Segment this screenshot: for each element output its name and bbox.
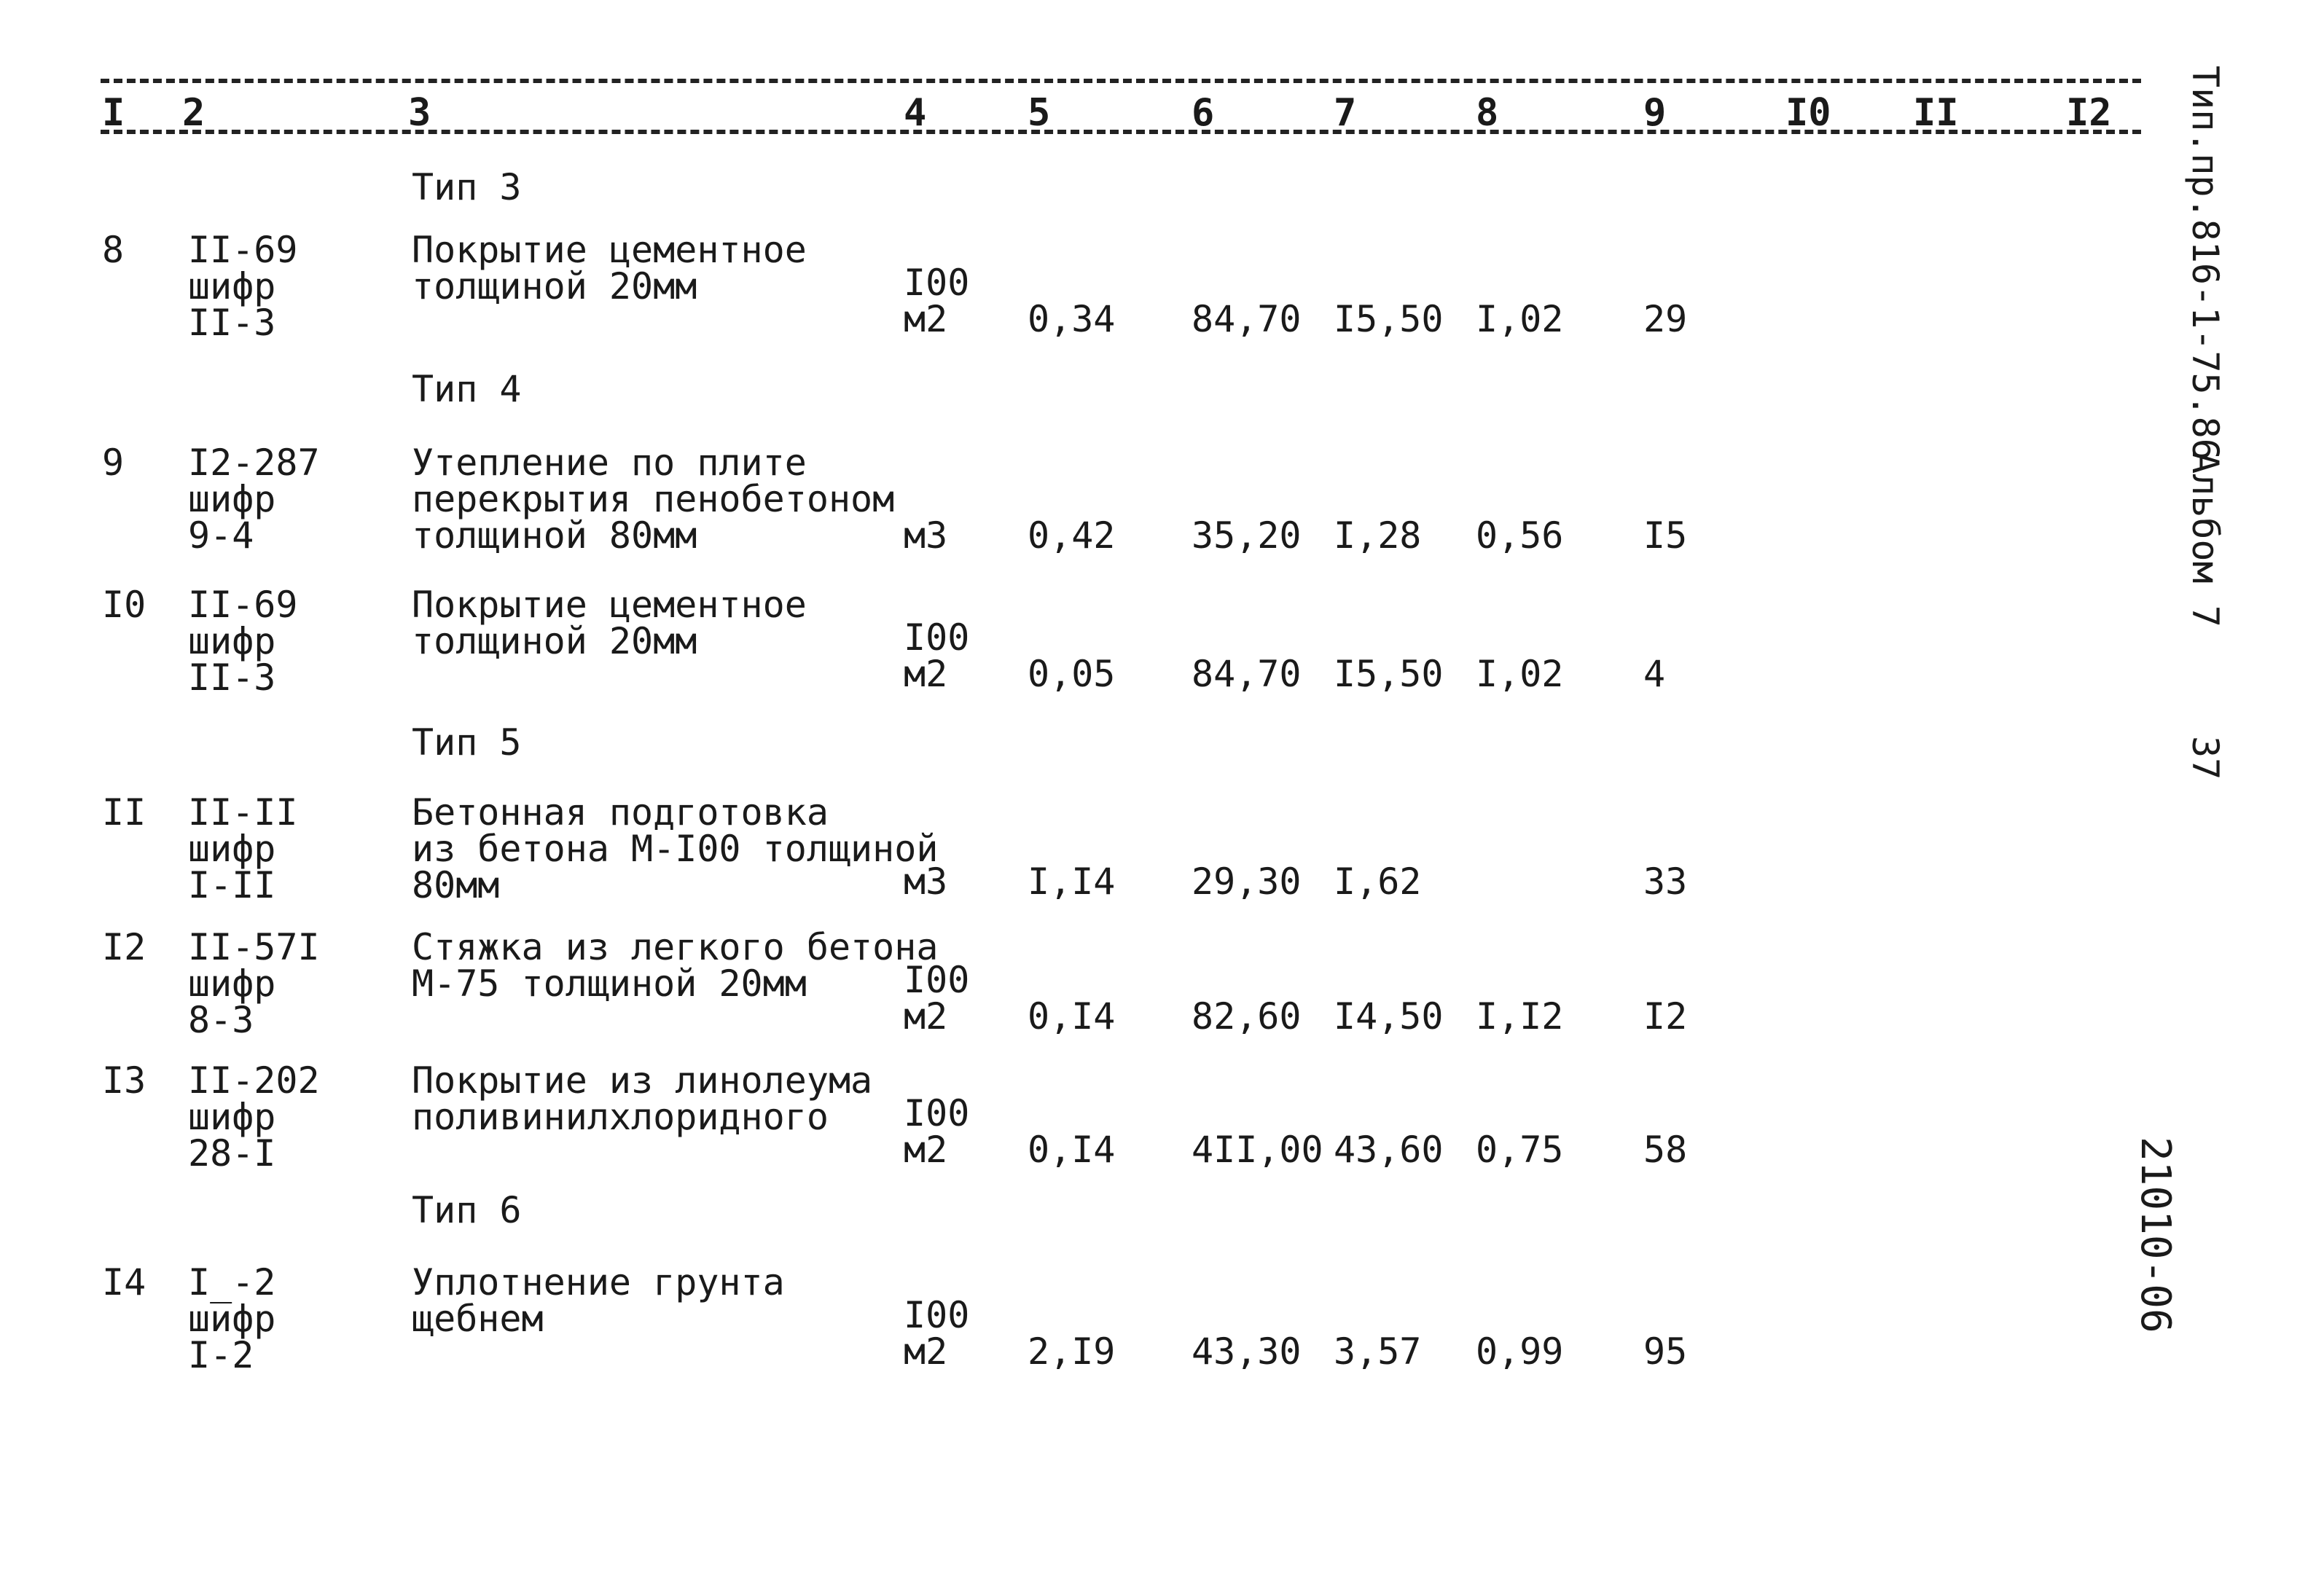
row-number: 9: [102, 442, 125, 484]
col-header-9: 9: [1643, 91, 1667, 135]
row-col9: 29: [1643, 298, 1688, 340]
row-unit: м3: [904, 514, 948, 557]
col-header-1: I: [102, 91, 125, 135]
row-number: I0: [102, 584, 146, 626]
row-code: II-57I шифр 8-3: [188, 926, 320, 1041]
row-number: I4: [102, 1261, 146, 1303]
col-header-12: I2: [2066, 91, 2112, 135]
row-code: II-II шифр I-II: [188, 791, 298, 906]
col-header-10: I0: [1785, 91, 1831, 135]
col-header-3: 3: [408, 91, 431, 135]
row-qty: 0,34: [1028, 298, 1116, 340]
col-header-6: 6: [1192, 91, 1215, 135]
row-col8: I,02: [1476, 653, 1564, 695]
row-unit: I00 м2: [904, 1092, 970, 1171]
row-name: Утепление по плите перекрытия пенобетоном толщиной 80мм: [412, 442, 895, 557]
row-col6: 84,70: [1192, 653, 1302, 695]
row-name: Покрытие цементное толщиной 20мм: [412, 229, 807, 307]
row-code: I2-287 шифр 9-4: [188, 442, 320, 557]
row-qty: I,I4: [1028, 860, 1116, 903]
row-col7: 3,57: [1334, 1330, 1422, 1373]
row-col9: I2: [1643, 995, 1688, 1038]
header-top-rule: [101, 79, 2141, 83]
type-3-title: Тип 3: [412, 166, 522, 208]
type-4-title: Тип 4: [412, 368, 522, 410]
row-col7: I,62: [1334, 860, 1422, 903]
row-qty: 0,05: [1028, 653, 1116, 695]
row-col7: I,28: [1334, 514, 1422, 557]
side-album: Альбом 7: [2184, 452, 2226, 627]
col-header-7: 7: [1334, 91, 1357, 135]
col-header-8: 8: [1476, 91, 1499, 135]
row-qty: 0,42: [1028, 514, 1116, 557]
row-qty: 0,I4: [1028, 995, 1116, 1038]
side-page-number: 37: [2184, 736, 2226, 780]
row-col9: 33: [1643, 860, 1688, 903]
row-col8: I,I2: [1476, 995, 1564, 1038]
row-col6: 43,30: [1192, 1330, 1302, 1373]
row-col9: 58: [1643, 1129, 1688, 1171]
row-col6: 4II,00: [1192, 1129, 1323, 1171]
row-unit: I00 м2: [904, 959, 970, 1038]
row-code: I_-2 шифр I-2: [188, 1261, 276, 1376]
row-number: I3: [102, 1059, 146, 1102]
row-col7: 43,60: [1334, 1129, 1444, 1171]
side-document-code: Тип.пр.816-1-75.86: [2184, 66, 2226, 460]
row-qty: 2,I9: [1028, 1330, 1116, 1373]
row-name: Покрытие из линолеума поливинилхлоридного: [412, 1059, 873, 1138]
row-col9: 4: [1643, 653, 1666, 695]
row-number: II: [102, 791, 146, 834]
row-unit: I00 м2: [904, 616, 970, 695]
header-bottom-rule: [101, 130, 2141, 134]
col-header-4: 4: [904, 91, 927, 135]
row-unit: I00 м2: [904, 1294, 970, 1373]
row-col8: 0,56: [1476, 514, 1564, 557]
row-unit: I00 м2: [904, 262, 970, 340]
row-name: Стяжка из легкого бетона М-75 толщиной 20мм: [412, 926, 939, 1005]
row-name: Покрытие цементное толщиной 20мм: [412, 584, 807, 662]
row-col6: 29,30: [1192, 860, 1302, 903]
row-col8: 0,75: [1476, 1129, 1564, 1171]
row-col8: 0,99: [1476, 1330, 1564, 1373]
row-number: 8: [102, 229, 125, 271]
type-5-title: Тип 5: [412, 721, 522, 764]
row-number: I2: [102, 926, 146, 968]
row-col9: I5: [1643, 514, 1688, 557]
row-col8: I,02: [1476, 298, 1564, 340]
row-col6: 35,20: [1192, 514, 1302, 557]
row-col7: I5,50: [1334, 653, 1444, 695]
row-code: II-69 шифр II-3: [188, 229, 298, 344]
side-inventory-number: 21010-06: [2132, 1137, 2179, 1333]
row-unit: м3: [904, 860, 948, 903]
row-qty: 0,I4: [1028, 1129, 1116, 1171]
row-col6: 82,60: [1192, 995, 1302, 1038]
row-name: Уплотнение грунта щебнем: [412, 1261, 785, 1340]
col-header-11: II: [1913, 91, 1959, 135]
row-code: II-202 шифр 28-I: [188, 1059, 320, 1175]
col-header-2: 2: [182, 91, 206, 135]
col-header-5: 5: [1028, 91, 1051, 135]
row-name: Бетонная подготовка из бетона М-I00 толщиной 80мм: [412, 791, 939, 906]
type-6-title: Тип 6: [412, 1189, 522, 1231]
row-col7: I4,50: [1334, 995, 1444, 1038]
row-col9: 95: [1643, 1330, 1688, 1373]
row-col6: 84,70: [1192, 298, 1302, 340]
row-code: II-69 шифр II-3: [188, 584, 298, 699]
row-col7: I5,50: [1334, 298, 1444, 340]
